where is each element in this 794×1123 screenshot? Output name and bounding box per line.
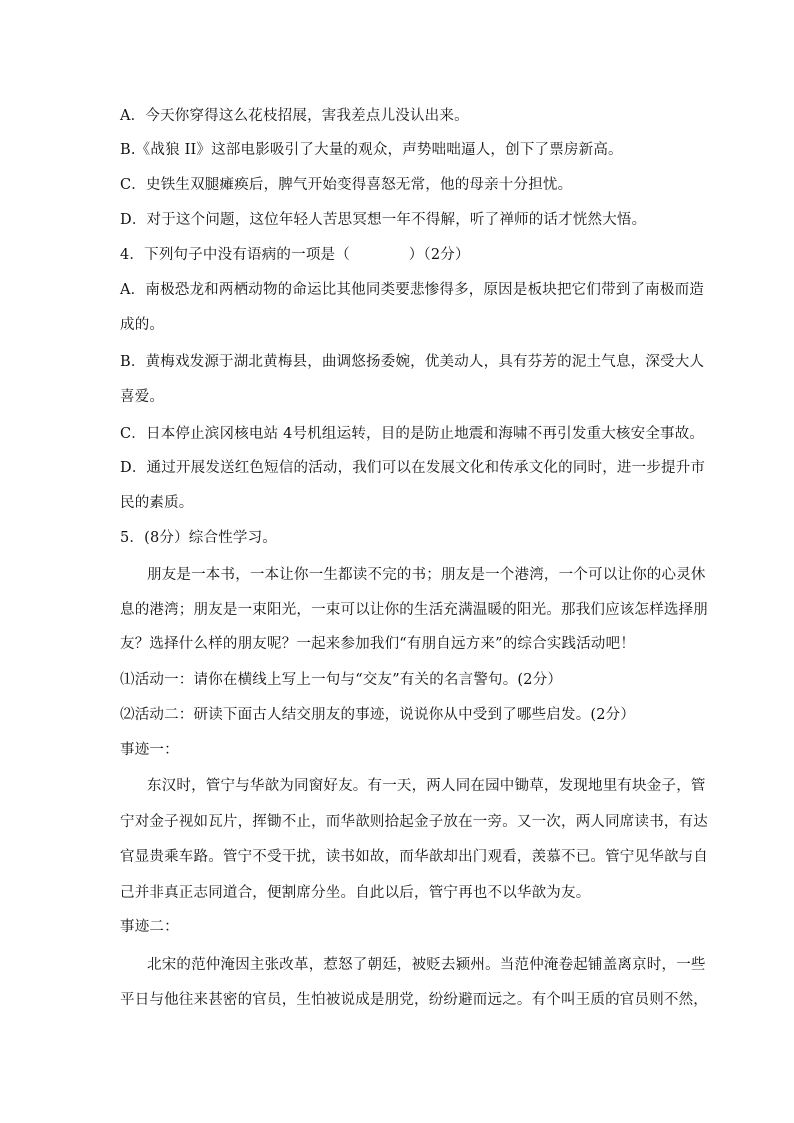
story-1-line3: 官显贵乘车路。管宁不受干扰，读书如故，而华歆却出门观看，羡慕不已。管宁见华歆与自	[120, 849, 708, 865]
question-5-stem: 5．(8分）综合性学习。	[120, 530, 278, 546]
option-c-q3: C．史铁生双腿瘫痪后，脾气开始变得喜怒无常，他的母亲十分担忧。	[120, 177, 573, 193]
story-2-heading: 事迹二：	[120, 919, 179, 935]
intro-paragraph-line1: 朋友是一本书，一本让你一生都读不完的书；朋友是一个港湾，一个可以让你的心灵休	[147, 567, 706, 583]
intro-paragraph-line3: 友？选择什么样的朋友呢？一起来参加我们“有朋自远方来”的综合实践活动吧！	[120, 636, 636, 652]
intro-paragraph-line2: 息的港湾；朋友是一束阳光，一束可以让你的生活充满温暖的阳光。那我们应该怎样选择朋	[120, 602, 708, 618]
option-a-q4-line1: A．南极恐龙和两栖动物的命运比其他同类要悲惨得多，原因是板块把它们带到了南极而造	[120, 282, 704, 298]
option-d-q4-line2: 民的素质。	[120, 495, 194, 511]
story-1-line1: 东汉时，管宁与华歆为同窗好友。有一天，两人同在园中锄草，发现地里有块金子，管	[147, 778, 706, 794]
option-b-q4-line2: 喜爱。	[120, 389, 165, 405]
option-a-q3: A．今天你穿得这么花枝招展，害我差点儿没认出来。	[120, 108, 469, 124]
story-1-line4: 己并非真正志同道合，便割席分坐。自此以后，管宁再也不以华歆为友。	[120, 885, 591, 901]
story-2-line1: 北宋的范仲淹因主张改革，惹怒了朝廷，被贬去颍州。当范仲淹卷起铺盖离京时，一些	[147, 957, 706, 973]
story-1-heading: 事迹一：	[120, 742, 179, 758]
story-2-line2: 平日与他往来甚密的官员，生怕被说成是朋党，纷纷避而远之。有个叫王质的官员则不然，	[120, 992, 708, 1008]
option-b-q4-line1: B．黄梅戏发源于湖北黄梅县，曲调悠扬委婉，优美动人，具有芬芳的泥土气息，深受大人	[120, 354, 705, 370]
story-1-line2: 宁对金子视如瓦片，挥锄不止，而华歆则拾起金子放在一旁。又一次，两人同席读书，有达	[120, 814, 708, 830]
option-b-q3: B.《战狼 II》这部电影吸引了大量的观众，声势咄咄逼人，创下了票房新高。	[120, 142, 623, 158]
question-4-stem: 4．下列句子中没有语病的一项是（ ）（2分）	[120, 247, 470, 263]
option-d-q3: D．对于这个问题，这位年轻人苦思冥想一年不得解，听了禅师的话才恍然大悟。	[120, 212, 647, 228]
activity-2: ⑵活动二：研读下面古人结交朋友的事迹，说说你从中受到了哪些启发。(2分）	[120, 707, 636, 723]
option-a-q4-line2: 成的。	[120, 317, 165, 333]
option-c-q4: C．日本停止滨冈核电站 4号机组运转，目的是防止地震和海啸不再引发重大核安全事故。	[120, 426, 705, 442]
option-d-q4-line1: D．通过开展发送红色短信的活动，我们可以在发展文化和传承文化的同时，进一步提升市	[120, 460, 706, 476]
activity-1: ⑴活动一：请你在横线上写上一句与“交友”有关的名言警句。(2分）	[120, 672, 563, 688]
